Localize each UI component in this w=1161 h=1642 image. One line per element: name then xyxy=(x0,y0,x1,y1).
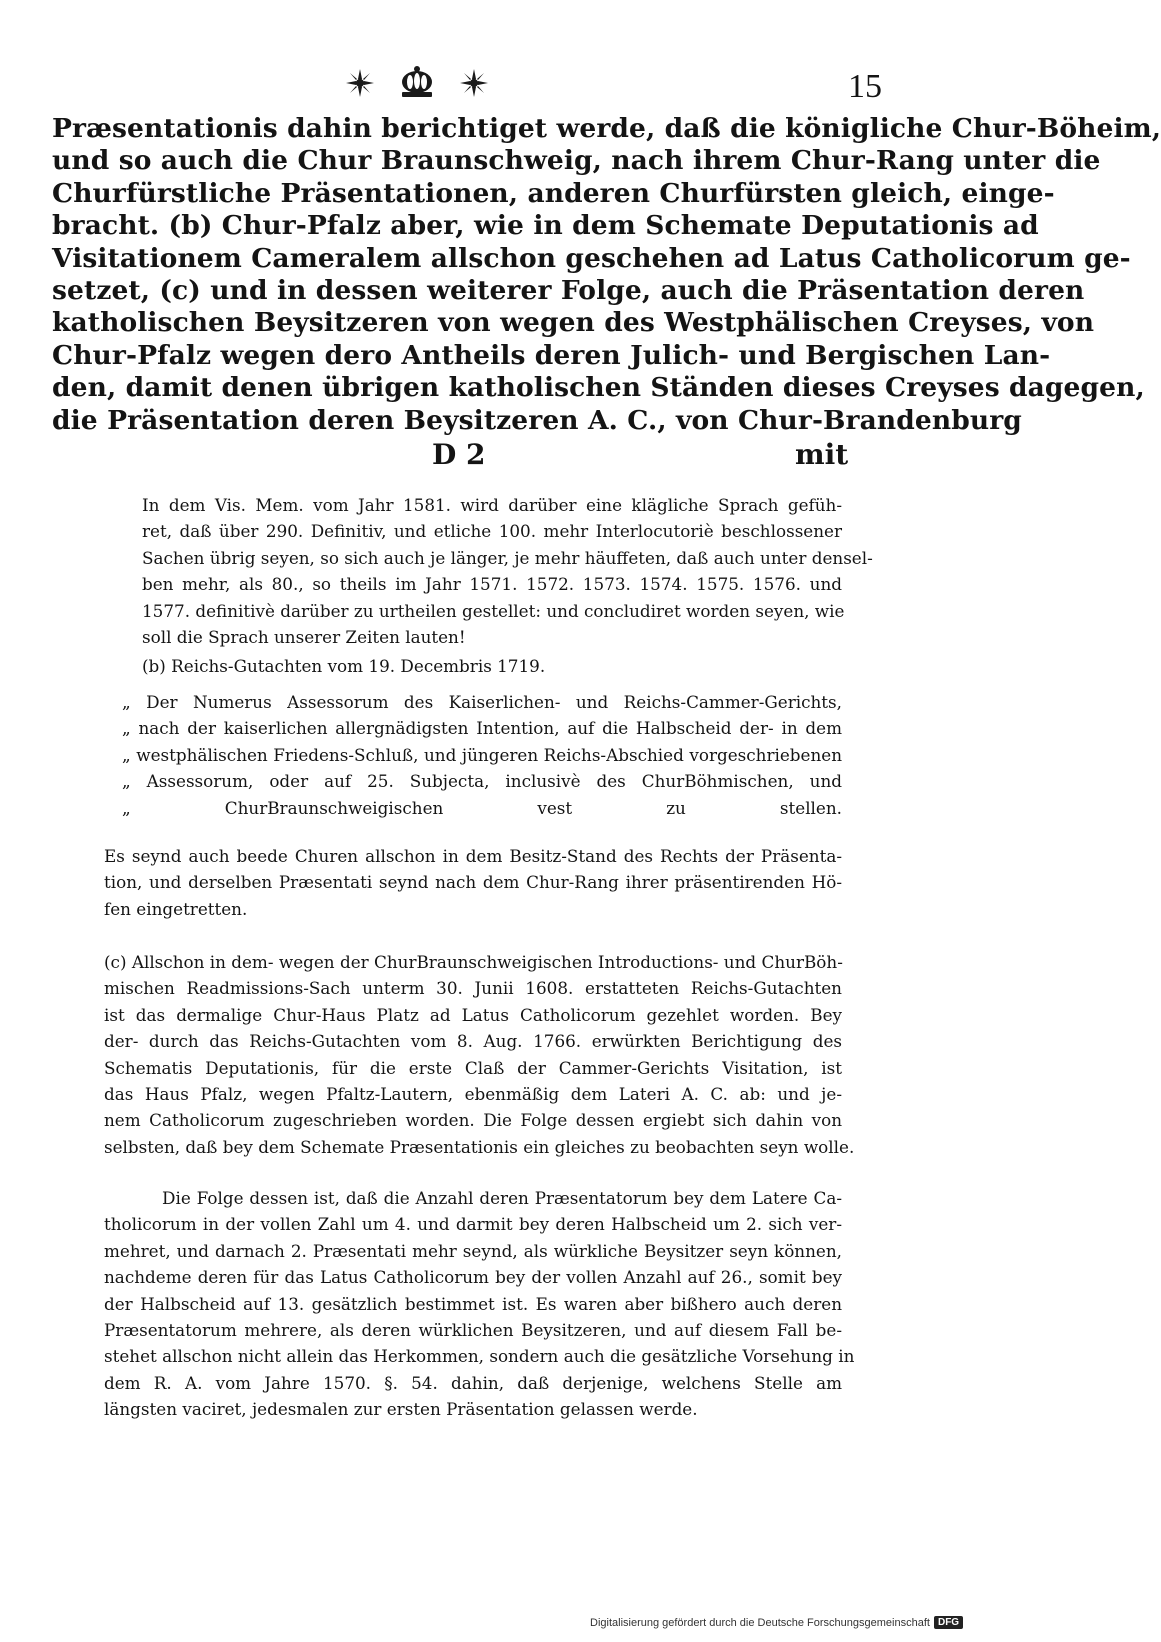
page-number: 15 xyxy=(848,68,882,105)
text-line: setzet, (c) und in dessen weiterer Folge, auch die Präsentation deren xyxy=(52,275,1085,307)
dfg-logo: DFG xyxy=(934,1616,963,1629)
text-line: dem R. A. vom Jahre 1570. §. 54. dahin, daß derjenige, welchens Stelle am xyxy=(104,1372,842,1393)
text-line: „ westphälischen Friedens-Schluß, und jüngeren Reichs-Abschied vorgeschriebenen xyxy=(122,744,842,765)
text-line: der Halbscheid auf 13. gesätzlich bestimmet ist. Es waren aber bißhero auch deren xyxy=(104,1293,842,1314)
page-header xyxy=(0,62,1000,112)
text-line: Præsentationis dahin berichtiget werde, daß die königliche Chur-Böheim, xyxy=(52,113,1161,144)
footnote-b-heading: (b) Reichs-Gutachten vom 19. Decembris 1719. xyxy=(142,656,546,676)
text-line: Chur-Pfalz wegen dero Antheils deren Julich- und Bergischen Lan- xyxy=(52,339,1051,371)
flower-ornament-icon xyxy=(459,68,489,102)
catch-line xyxy=(0,438,1000,478)
text-line: katholischen Beysitzeren von wegen des Westphälischen Creyses, von xyxy=(52,307,1095,339)
text-line: nachdeme deren für das Latus Catholicorum bey der vollen Anzahl auf 26., somit bey xyxy=(104,1267,842,1288)
text-line: den, damit denen übrigen katholischen Ständen dieses Creyses dagegen, xyxy=(52,372,1145,404)
text-line: selbsten, daß bey dem Schemate Præsentationis ein gleiches zu beobachten seyn wolle. xyxy=(104,1136,855,1157)
footnote-c-continuation xyxy=(104,1185,855,1423)
text-line: Præsentatorum mehrere, als deren würklichen Beysitzeren, und auf diesem Fall be- xyxy=(104,1320,842,1341)
text-line: ben mehr, als 80., so theils im Jahr 1571. 1572. 1573. 1574. 1575. 1576. und xyxy=(142,574,842,595)
text-line: 1577. definitivè darüber zu urtheilen gestellet: und concludiret worden seyen, wie xyxy=(142,600,845,621)
footer-text: Digitalisierung gefördert durch die Deutsche Forschungsgemeinschaft xyxy=(590,1616,930,1629)
header-ornaments xyxy=(345,66,489,104)
text-line: mischen Readmissions-Sach unterm 30. Junii 1608. erstatteten Reichs-Gutachten xyxy=(104,978,842,999)
text-line: tholicorum in der vollen Zahl um 4. und darmit bey deren Halbscheid um 2. sich ver- xyxy=(104,1214,842,1235)
footnote-b xyxy=(142,653,842,679)
flower-ornament-icon xyxy=(345,68,375,102)
text-line: Churfürstliche Präsentationen, anderen Churfürsten gleich, einge- xyxy=(52,177,1055,209)
text-line: ret, daß über 290. Definitiv, und etliche 100. mehr Interlocutoriè beschlossener xyxy=(142,521,842,542)
text-line: „ nach der kaiserlichen allergnädigsten Intention, auf die Halbscheid der- in dem xyxy=(122,718,842,739)
text-line: Es seynd auch beede Churen allschon in dem Besitz-Stand des Rechts der Präsenta- xyxy=(104,846,842,866)
main-text xyxy=(52,113,1161,437)
footnote-c xyxy=(104,949,855,1160)
text-line: ist das dermalige Chur-Haus Platz ad Latus Catholicorum gezehlet worden. Bey xyxy=(104,1004,842,1025)
text-line: fen eingetretten. xyxy=(104,898,248,919)
text-line: „ Assessorum, oder auf 25. Subjecta, inclusivè des ChurBöhmischen, und xyxy=(122,771,842,792)
signature-mark: D 2 xyxy=(432,438,486,471)
text-line: stehet allschon nicht allein das Herkommen, sondern auch die gesätzliche Vorsehung in xyxy=(104,1346,855,1367)
digitization-footer xyxy=(590,1616,963,1629)
text-line: das Haus Pfalz, wegen Pfaltz-Lautern, ebenmäßig dem Lateri A. C. ab: und je- xyxy=(104,1084,842,1105)
text-line: die Präsentation deren Beysitzeren A. C., von Chur-Brandenburg xyxy=(52,404,1022,436)
text-line: „ Der Numerus Assessorum des Kaiserlichen- und Reichs-Cammer-Gerichts, xyxy=(122,692,842,712)
text-line: nem Catholicorum zugeschrieben worden. Die Folge dessen ergiebt sich dahin von xyxy=(104,1110,842,1131)
text-line: Schematis Deputationis, für die erste Claß der Cammer-Gerichts Visitation, ist xyxy=(104,1057,842,1078)
text-line: In dem Vis. Mem. vom Jahr 1581. wird darüber eine klägliche Sprach gefüh- xyxy=(142,495,842,515)
footnote-a xyxy=(142,492,873,650)
text-line: bracht. (b) Chur-Pfalz aber, wie in dem Schemate Deputationis ad xyxy=(52,210,1039,242)
crown-ornament-icon xyxy=(397,66,437,104)
footnote-b-quote xyxy=(122,689,842,821)
text-line: der- durch das Reichs-Gutachten vom 8. Aug. 1766. erwürkten Berichtigung des xyxy=(104,1031,842,1052)
text-line: soll die Sprach unserer Zeiten lauten! xyxy=(142,627,466,648)
text-line: „ ChurBraunschweigischen vest zu stellen. xyxy=(122,797,842,818)
text-line: mehret, und darnach 2. Præsentati mehr seynd, als würkliche Beysitzer seyn können, xyxy=(104,1240,842,1261)
catchword: mit xyxy=(795,438,849,471)
text-line: Sachen übrig seyen, so sich auch je länger, je mehr häuffeten, daß auch unter densel- xyxy=(142,547,873,568)
text-line: und so auch die Chur Braunschweig, nach ihrem Chur-Rang unter die xyxy=(52,145,1101,177)
text-line: (c) Allschon in dem- wegen der ChurBraunschweigischen Introductions- und ChurBöh- xyxy=(104,952,843,972)
text-line: längsten vaciret, jedesmalen zur ersten Präsentation gelassen werde. xyxy=(104,1399,698,1420)
footnote-b-text xyxy=(104,843,842,922)
text-line: tion, und derselben Præsentati seynd nach dem Chur-Rang ihrer präsentirenden Hö- xyxy=(104,872,842,893)
text-line: Die Folge dessen ist, daß die Anzahl deren Præsentatorum bey dem Latere Ca- xyxy=(162,1188,842,1208)
text-line: Visitationem Cameralem allschon geschehen ad Latus Catholicorum ge- xyxy=(52,242,1131,274)
